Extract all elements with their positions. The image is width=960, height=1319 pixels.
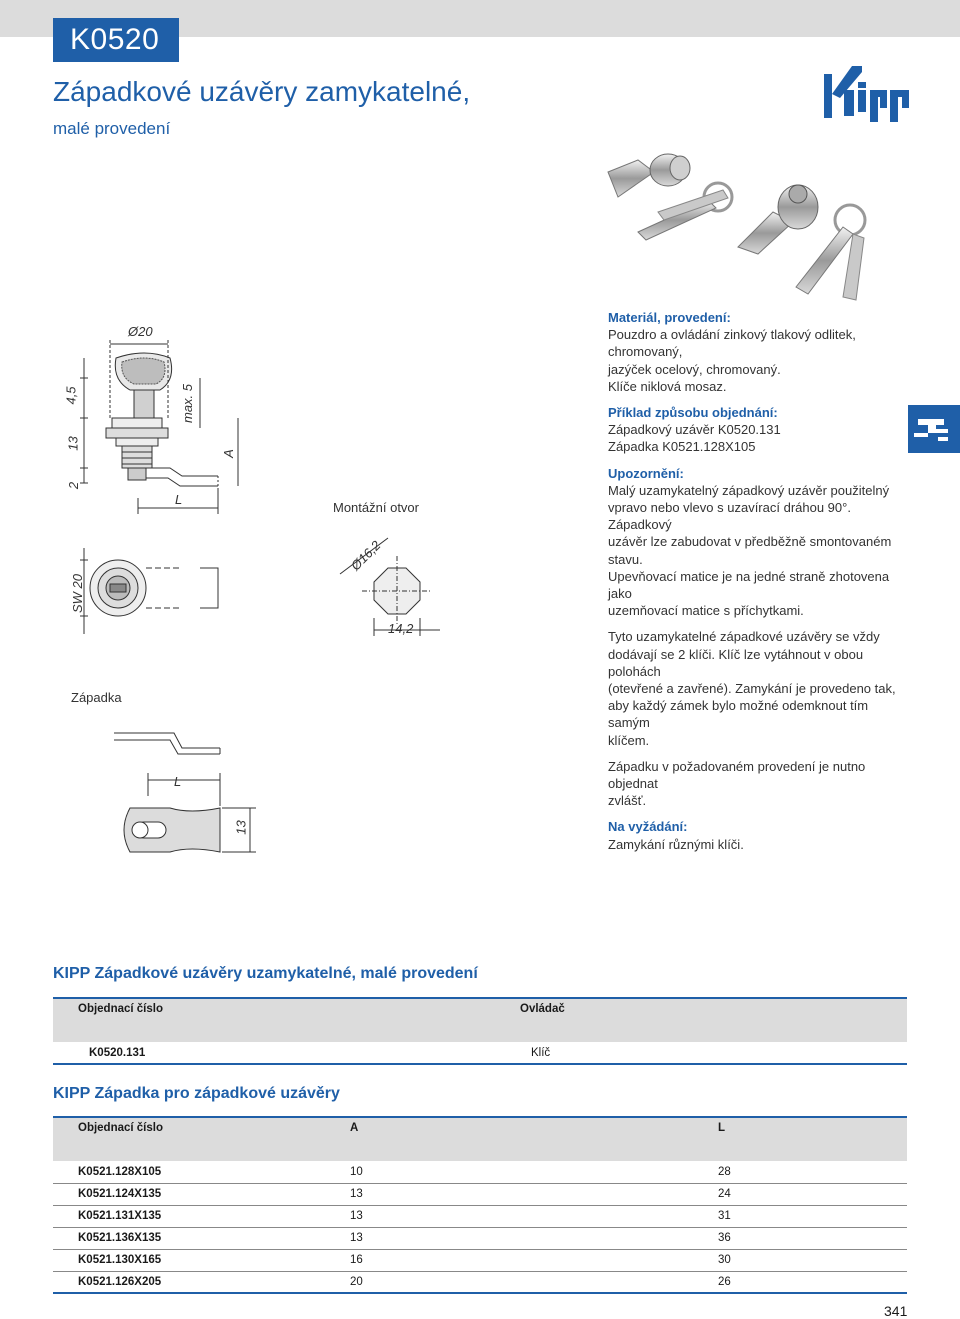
dim-14-2: 14,2 <box>388 621 414 636</box>
table1-title: KIPP Západkové uzávěry uzamykatelné, malé provedení <box>53 965 478 982</box>
page-title: Západkové uzávěry zamykatelné, <box>53 76 471 107</box>
table-header-cell: Objednací číslo <box>53 1117 350 1161</box>
table-cell: 28 <box>718 1161 907 1183</box>
table-header-cell: Ovládač <box>520 998 907 1042</box>
note-line: uzemňovací matice s příchytkami. <box>608 603 804 619</box>
table-cell: K0521.130X165 <box>53 1249 350 1271</box>
product-code-badge: K0520 <box>53 18 179 62</box>
table-cell: K0521.131X135 <box>53 1205 350 1227</box>
table-header-cell: A <box>350 1117 718 1161</box>
keys-line: klíčem. <box>608 732 650 748</box>
latch-category-icon <box>908 405 960 453</box>
table-header-cell: L <box>718 1117 907 1161</box>
table-row <box>53 1183 907 1205</box>
table-row <box>53 1227 907 1249</box>
separate-line: zvlášť. <box>608 793 647 809</box>
note-line: uzávěr lze zabudovat v předběžně smontovaném stavu. <box>608 534 892 567</box>
keys-line: (otevřené a zavřené). Zamykání je provedeno tak, <box>608 681 896 697</box>
table-cell: K0521.126X205 <box>53 1271 350 1293</box>
dim-13: 13 <box>65 436 81 451</box>
order-heading: Příklad způsobu objednání: <box>608 405 778 421</box>
keys-line: Tyto uzamykatelné západkové uzávěry se vždy <box>608 629 880 645</box>
separate-line: Západku v požadovaném provedení je nutno objednat <box>608 758 866 792</box>
dim-latch-l: L <box>174 774 182 789</box>
table2 <box>53 1116 907 1294</box>
table-row <box>53 1042 907 1064</box>
table-row <box>53 1271 907 1293</box>
table-row <box>53 1205 907 1227</box>
material-line: chromovaný, <box>608 344 683 360</box>
product-photo <box>598 142 898 307</box>
dim-l: L <box>175 492 183 507</box>
note-line: vpravo nebo vlevo s uzavírací dráhou 90°. Západkový <box>608 500 851 533</box>
table2-title: KIPP Západka pro západkové uzávěry <box>53 1085 340 1102</box>
note-line: Malý uzamykatelný západkový uzávěr použitelný <box>608 482 890 498</box>
dim-max-5: max. 5 <box>180 383 196 424</box>
keys-line: aby každý zámek bylo možné odemknout tím samým <box>608 698 869 731</box>
dim-diameter-20: Ø20 <box>128 324 153 339</box>
table-cell: 26 <box>718 1271 907 1293</box>
table-cell: Klíč <box>520 1042 907 1064</box>
dim-sw-20: SW 20 <box>70 573 86 614</box>
note-heading: Upozornění: <box>608 465 684 481</box>
table-cell: 20 <box>350 1271 718 1293</box>
order-line: Západkový uzávěr K0520.131 <box>608 422 781 438</box>
kipp-logo <box>822 60 912 125</box>
dim-a: A <box>220 449 236 458</box>
table-cell: 24 <box>718 1183 907 1205</box>
keys-line: dodávají se 2 klíči. Klíč lze vytáhnout v obou polohách <box>608 646 864 679</box>
table-row <box>53 1249 907 1271</box>
table-cell: K0521.128X105 <box>53 1161 350 1183</box>
table-cell: 16 <box>350 1249 718 1271</box>
table-header-row <box>53 1117 907 1161</box>
table-cell: K0521.124X135 <box>53 1183 350 1205</box>
category-tab <box>908 405 960 453</box>
table-cell: 30 <box>718 1249 907 1271</box>
material-line: jazýček ocelový, chromovaný. <box>608 361 781 377</box>
table-cell: 10 <box>350 1161 718 1183</box>
table-cell: 13 <box>350 1205 718 1227</box>
table-cell: 36 <box>718 1227 907 1249</box>
table-cell: 13 <box>350 1227 718 1249</box>
request-line: Zamykání různými klíči. <box>608 836 744 852</box>
material-line: Pouzdro a ovládání zinkový tlakový odlitek, <box>608 327 856 343</box>
table-row <box>53 1161 907 1183</box>
dim-4-5: 4,5 <box>63 386 79 405</box>
note-line: Upevňovací matice je na jedné straně zhotovena jako <box>608 568 890 602</box>
page-number: 341 <box>884 1303 908 1319</box>
technical-drawings <box>50 318 470 878</box>
table-cell: 31 <box>718 1205 907 1227</box>
dim-2: 2 <box>66 481 82 490</box>
page-subtitle: malé provedení <box>53 119 171 138</box>
description-block <box>608 309 908 853</box>
order-line: Západka K0521.128X105 <box>608 439 756 455</box>
request-heading: Na vyžádání: <box>608 819 688 835</box>
material-heading: Materiál, provedení: <box>608 310 731 325</box>
table1 <box>53 997 907 1065</box>
material-line: Klíče niklová mosaz. <box>608 378 727 394</box>
table-cell: K0521.136X135 <box>53 1227 350 1249</box>
table-header-cell: Objednací číslo <box>53 998 520 1042</box>
mounting-hole-label: Montážní otvor <box>333 500 419 515</box>
dim-diameter-16-2: Ø16,2 <box>347 537 384 574</box>
table-header-row <box>53 998 907 1042</box>
dim-latch-13: 13 <box>233 820 249 835</box>
table-cell: 13 <box>350 1183 718 1205</box>
latch-label: Západka <box>71 690 122 705</box>
table-cell: K0520.131 <box>53 1042 520 1064</box>
